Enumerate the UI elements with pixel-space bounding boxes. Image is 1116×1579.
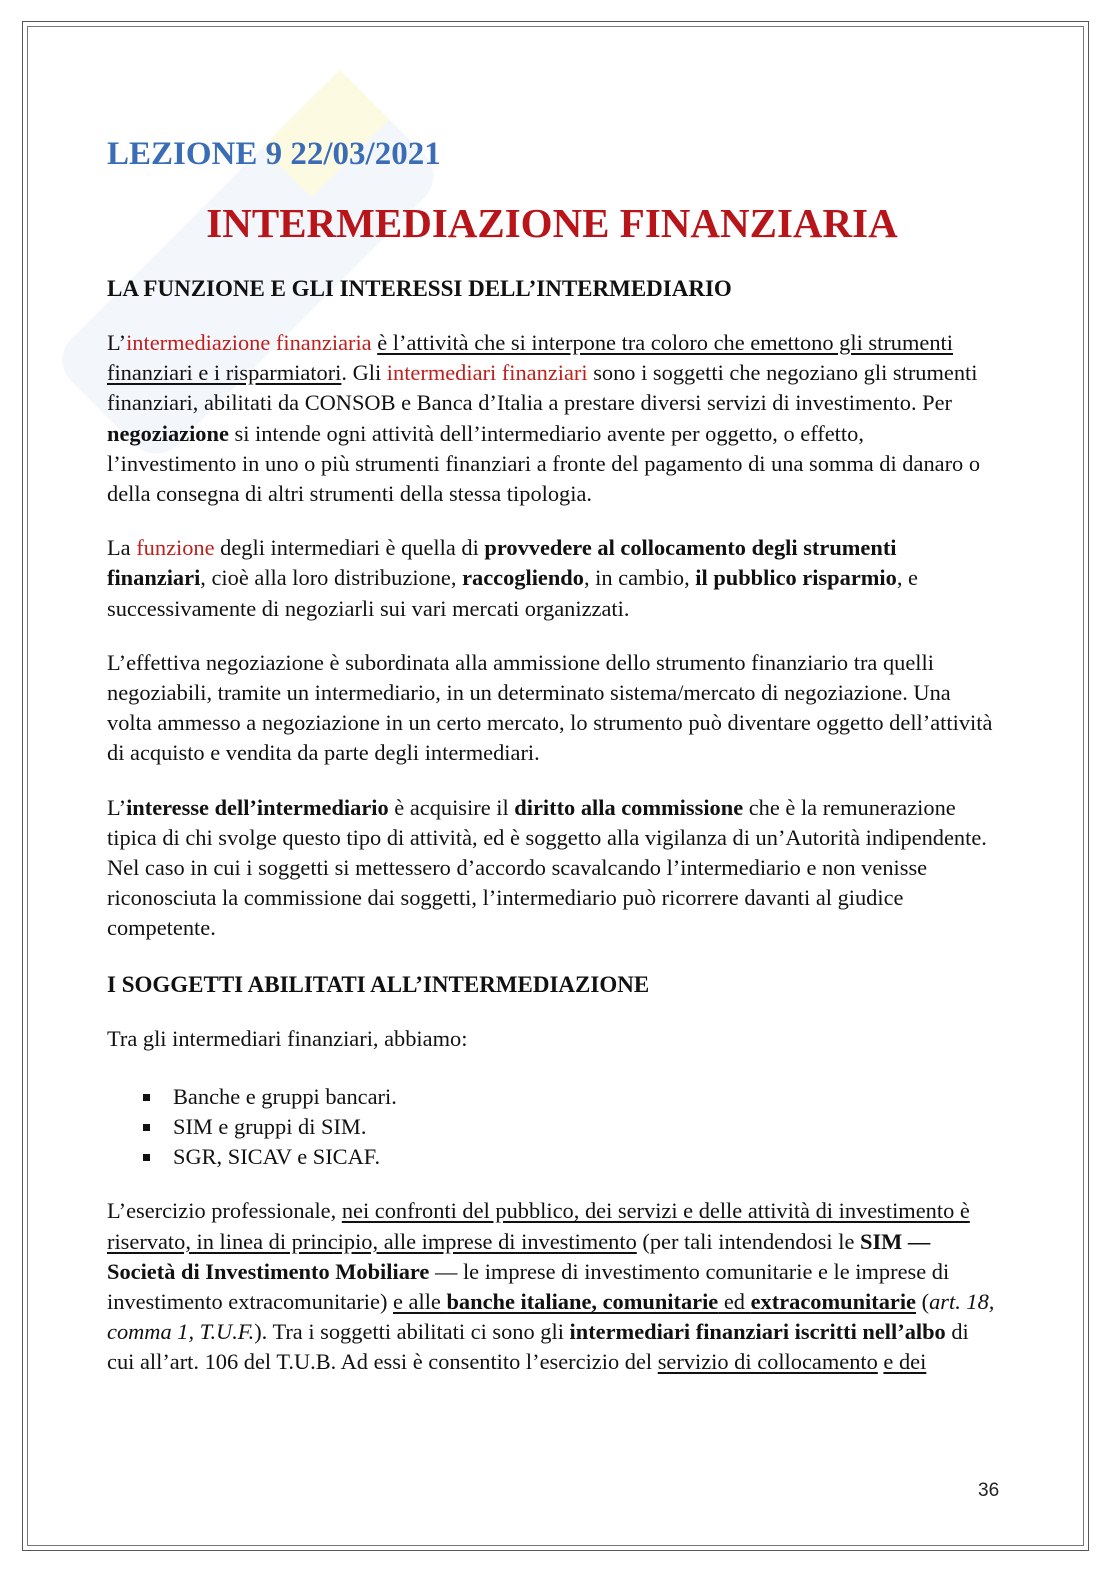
paragraph-negotiation: L’effettiva negoziazione è subordinata alla ammissione dello strumento finanziario tra quelli negoziabili, tramite un intermediario, in un determinato sistema/mercato di negoziazione. Una volta ammesso a negoziazione in un certo mercato, lo strumento può diventare oggetto dell’attività di acquisto e vendita da parte degli intermediari.: [107, 649, 993, 766]
bullet-icon: [143, 1124, 150, 1131]
section-heading-authorized: I SOGGETTI ABILITATI ALL’INTERMEDIAZIONE: [107, 971, 650, 997]
section-heading-function: LA FUNZIONE E GLI INTERESSI DELL’INTERMEDIARIO: [107, 276, 732, 301]
bullet-icon: [143, 1094, 150, 1101]
paragraph-function: La funzione degli intermediari è quella di provvedere al collocamento degli strumenti finanziari, cioè alla loro distribuzione, raccogliendo, in cambio, il pubblico risparmio, e successivamente di negoziarli sui vari mercati organizzati.: [107, 535, 918, 621]
paragraph-professional-exercise: L’esercizio professionale, nei confronti del pubblico, dei servizi e delle attività di investimento è riservato, in linea di principio, alle imprese di investimento (per tali intendendosi le SIM — Società di Investimento Mobiliare — le imprese di investimento comunitarie e le imprese di investimento extracomunitarie) e alle banche italiane, comunitarie ed extracomunitarie (art. 18, comma 1, T.U.F.). Tra i soggetti abilitati ci sono gli intermediari finanziari iscritti nell’albo di cui all’art. 106 del T.U.B. Ad essi è consentito l’esercizio del servizio di collocamento e dei: [107, 1198, 995, 1375]
document-title: INTERMEDIAZIONE FINANZIARIA: [206, 200, 898, 246]
bullet-icon: [143, 1154, 150, 1161]
document-body: [107, 132, 997, 1378]
page-number: 36: [978, 1480, 1000, 1501]
paragraph-definition: L’intermediazione finanziaria è l’attività che si interpone tra coloro che emettono gli strumenti finanziari e i risparmiatori. Gli intermediari finanziari sono i soggetti che negoziano gli strumenti finanziari, abilitati da CONSOB e Banca d’Italia a prestare diversi servizi di investimento. Per negoziazione si intende ogni attività dell’intermediario avente per oggetto, o effetto, l’investimento in uno o più strumenti finanziari a fronte del pagamento di una somma di danaro o della consegna di altri strumenti della stessa tipologia.: [107, 330, 981, 507]
list-item: SGR, SICAV e SICAF.: [173, 1142, 997, 1172]
list-item: SIM e gruppi di SIM.: [173, 1112, 997, 1142]
paragraph-interest: L’interesse dell’intermediario è acquisire il diritto alla commissione che è la remunerazione tipica di chi svolge questo tipo di attività, ed è soggetto alla vigilanza di un’Autorità indipendente. Nel caso in cui i soggetti si mettessero d’accordo scavalcando l’intermediario e non venisse riconosciuta la commissione dai soggetti, l’intermediario può ricorrere davanti al giudice competente.: [107, 794, 987, 941]
list-item: Banche e gruppi bancari.: [173, 1082, 997, 1112]
paragraph-list-intro: Tra gli intermediari finanziari, abbiamo:: [107, 1025, 468, 1051]
intermediaries-list: [107, 1082, 997, 1173]
lesson-heading: LEZIONE 9 22/03/2021: [107, 136, 441, 172]
